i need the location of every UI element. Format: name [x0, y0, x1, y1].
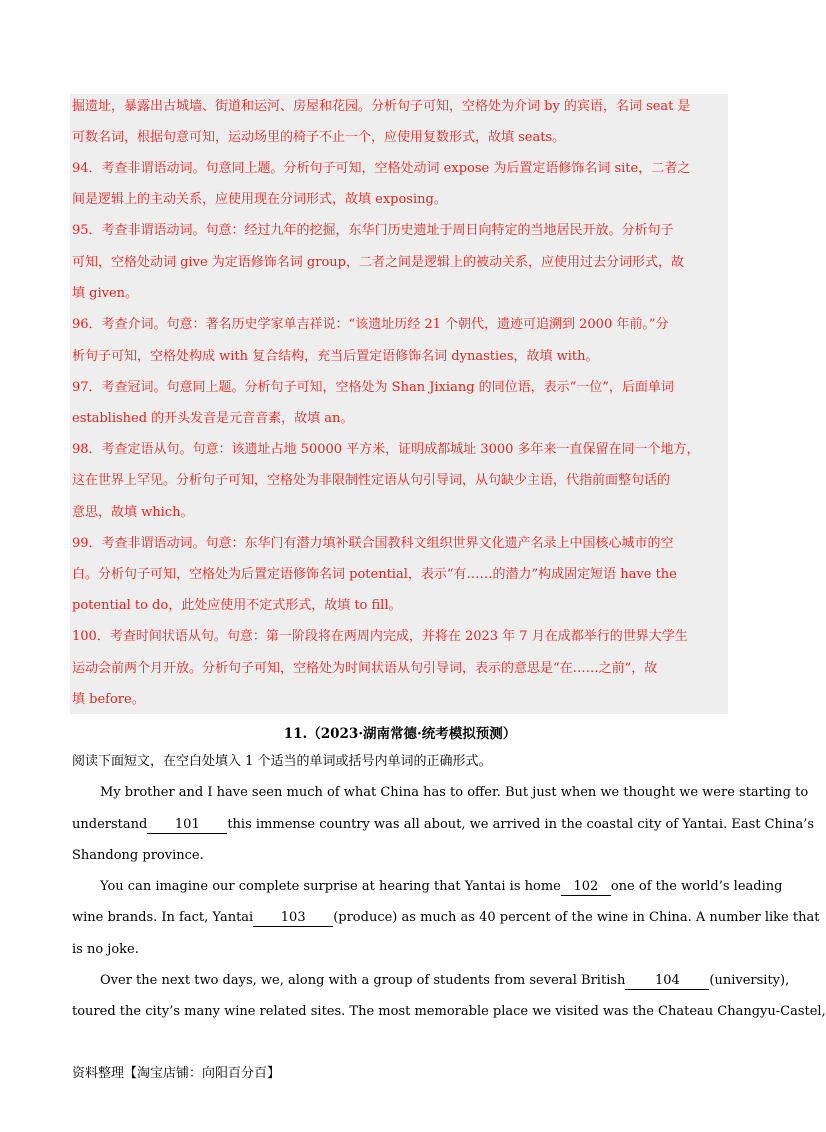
answer-line: 间是逻辑上的主动关系，应使用现在分词形式，故填 exposing。	[72, 192, 447, 207]
answer-line: 96．考查介词。句意：著名历史学家单吉祥说：“该遗址历经 21 个朝代，遗迹可追溯到 2000 年前。”分	[72, 317, 669, 332]
passage-line: toured the city’s many wine related sites. The most memorable place we visited was the Chateau Changyu-Castel,	[72, 1004, 826, 1019]
answer-line: 意思，故填 which。	[72, 505, 194, 520]
answer-line: established 的开头发音是元音音素，故填 an。	[72, 411, 354, 426]
answer-line: 填 given。	[72, 286, 139, 301]
passage-line	[72, 815, 815, 835]
passage-text: (university),	[709, 973, 790, 988]
answer-line: 可知，空格处动词 give 为定语修饰名词 group，二者之间是逻辑上的被动关系，应使用过去分词形式，故	[72, 255, 684, 270]
passage-text: Over the next two days, we, along with a group of students from several British	[100, 973, 626, 988]
answer-line: 99．考查非谓语动词。句意：东华门有潜力填补联合国教科文组织世界文化遗产名录上中国核心城市的空	[72, 536, 674, 551]
passage-line	[100, 971, 790, 991]
answer-line: potential to do，此处应使用不定式形式，故填 to fill。	[72, 598, 402, 613]
passage-text: understand	[72, 817, 148, 832]
answer-line: 95．考查非谓语动词。句意：经过九年的挖掘，东华门历史遗址于周日向特定的当地居民开放。分析句子	[72, 223, 674, 238]
answer-line: 掘遗址，暴露出古城墙、街道和运河、房屋和花园。分析句子可知，空格处为介词 by 的宾语，名词 seat 是	[72, 99, 691, 114]
blank-102[interactable]: 102	[561, 879, 611, 896]
answer-line: 白。分析句子可知，空格处为后置定语修饰名词 potential，表示“有……的潜力”构成固定短语 have the	[72, 567, 677, 582]
passage-line: is no joke.	[72, 942, 139, 957]
blank-104[interactable]: 104	[625, 973, 709, 990]
passage-text: this immense country was all about, we arrived in the coastal city of Yantai. East China’s	[227, 817, 815, 832]
passage-line	[72, 908, 820, 928]
answer-explanation-box	[70, 94, 728, 714]
passage-line: Shandong province.	[72, 848, 204, 863]
answer-line: 100．考查时间状语从句。句意：第一阶段将在两周内完成，并将在 2023 年 7 月在成都举行的世界大学生	[72, 629, 688, 644]
passage-text: wine brands. In fact, Yantai	[72, 910, 254, 925]
passage-line: My brother and I have seen much of what China has to offer. But just when we thought we were starting to	[100, 785, 809, 800]
blank-101[interactable]: 101	[147, 817, 227, 834]
question-heading: 11.（2023·湖南常德·统考模拟预测）	[283, 726, 517, 742]
passage-line	[100, 877, 783, 897]
passage-text: one of the world’s leading	[610, 879, 783, 894]
answer-line: 98．考查定语从句。句意：该遗址占地 50000 平方米，证明成都城址 3000 多年来一直保留在同一个地方，	[72, 442, 700, 457]
passage-text: (produce) as much as 40 percent of the wine in China. A number like that	[333, 910, 820, 925]
blank-103[interactable]: 103	[253, 910, 333, 927]
answer-line: 可数名词，根据句意可知，运动场里的椅子不止一个，应使用复数形式，故填 seats。	[72, 130, 566, 145]
passage-text: You can imagine our complete surprise at hearing that Yantai is home	[100, 879, 561, 894]
answer-line: 这在世界上罕见。分析句子可知，空格处为非限制性定语从句引导词，从句缺少主语，代指前面整句话的	[72, 473, 671, 488]
answer-line: 94．考查非谓语动词。句意同上题。分析句子可知，空格处动词 expose 为后置定语修饰名词 site，二者之	[72, 161, 691, 176]
answer-line: 运动会前两个月开放。分析句子可知，空格处为时间状语从句引导词，表示的意思是“在……之前”，故	[72, 661, 658, 676]
footer-text: 资料整理【淘宝店铺：向阳百分百】	[72, 1066, 281, 1081]
answer-line: 析句子可知，空格处构成 with 复合结构，充当后置定语修饰名词 dynasties，故填 with。	[72, 349, 599, 364]
answer-line: 97．考查冠词。句意同上题。分析句子可知，空格处为 Shan Jixiang 的同位语，表示“一位”，后面单词	[72, 380, 674, 395]
instruction-text: 阅读下面短文，在空白处填入 1 个适当的单词或括号内单词的正确形式。	[72, 754, 492, 769]
answer-line: 填 before。	[72, 692, 145, 707]
